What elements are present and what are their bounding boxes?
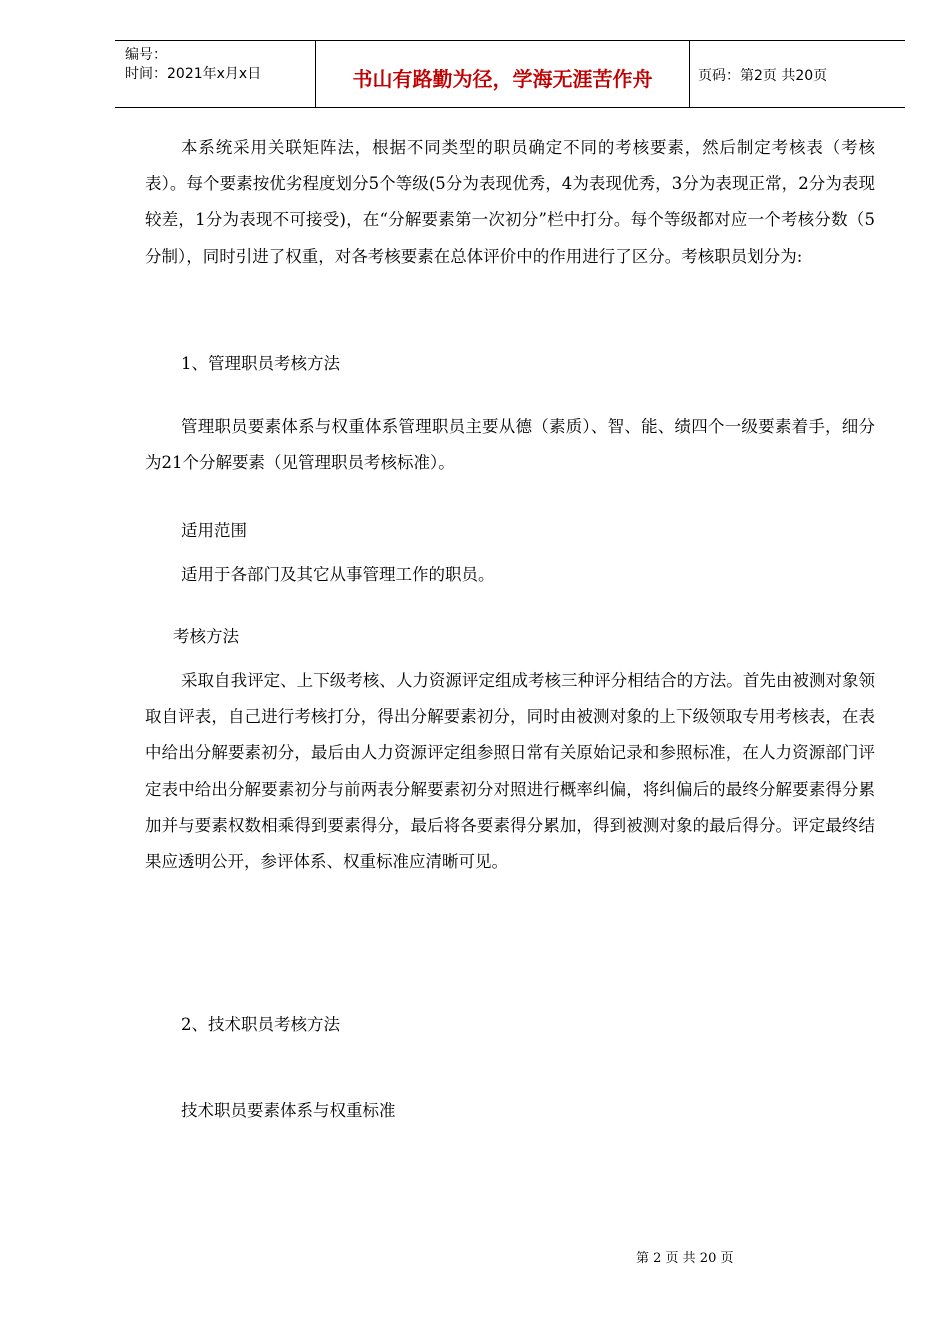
section-heading-technical: 2、技术职员考核方法 bbox=[181, 1015, 340, 1034]
management-elements-paragraph: 管理职员要素体系与权重体系管理职员主要从德（素质）、智、能、绩四个一级要素着手，细分为21个分解要素（见管理职员考核标准）。 bbox=[145, 417, 875, 473]
technical-elements-line: 技术职员要素体系与权重标准 bbox=[181, 1101, 396, 1120]
intro-paragraph: 本系统采用关联矩阵法，根据不同类型的职员确定不同的考核要素，然后制定考核表（考核表）。每个要素按优劣程度划分5个等级(5分为表现优秀，4为表现优秀，3分为表现正常，2分为表现较差，1分为表现不可接受)，在“分解要素第一次初分”栏中打分。每个等级都对应一个考核分数（5分制），同时引进了权重，对各考核要素在总体评价中的作用进行了区分。考核职员划分为: bbox=[145, 138, 875, 266]
header-page-cell bbox=[690, 41, 905, 107]
header-motto-cell bbox=[316, 41, 690, 107]
header-page-number: 页码：第2页 共20页 bbox=[698, 68, 828, 84]
page-header bbox=[115, 40, 905, 108]
subheading-scope: 适用范围 bbox=[181, 521, 247, 540]
scope-paragraph: 适用于各部门及其它从事管理工作的职员。 bbox=[181, 565, 495, 584]
page-footer: 第 2 页 共 20 页 bbox=[636, 1251, 734, 1266]
subheading-method: 考核方法 bbox=[173, 627, 239, 646]
method-paragraph: 采取自我评定、上下级考核、人力资源评定组成考核三种评分相结合的方法。首先由被测对象领取自评表，自己进行考核打分，得出分解要素初分，同时由被测对象的上下级领取专用考核表，在表中给出分解要素初分，最后由人力资源评定组参照日常有关原始记录和参照标准，在人力资源部门评定表中给出分解要素初分与前两表分解要素初分对照进行概率纠偏，将纠偏后的最终分解要素得分累加并与要素权数相乘得到要素得分，最后将各要素得分累加，得到被测对象的最后得分。评定最终结果应透明公开，参评体系、权重标准应清晰可见。 bbox=[145, 671, 875, 872]
doc-number-label: 编号： bbox=[125, 47, 167, 63]
section-heading-management: 1、管理职员考核方法 bbox=[181, 354, 340, 373]
header-motto: 书山有路勤为径，学海无涯苦作舟 bbox=[352, 67, 653, 91]
header-meta bbox=[115, 41, 316, 107]
doc-time-label: 时间：2021年x月x日 bbox=[125, 66, 262, 82]
